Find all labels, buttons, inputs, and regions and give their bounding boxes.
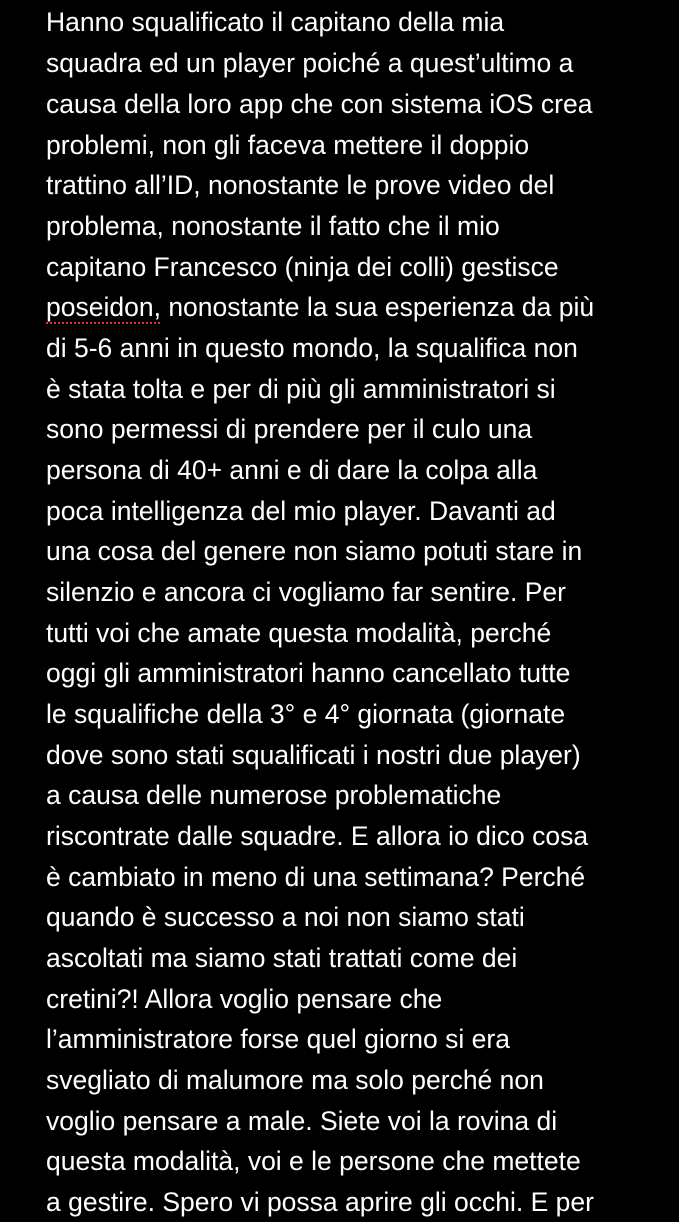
note-line-16: tutti voi che amate questa modalità, perché	[46, 618, 552, 648]
note-line-9: di 5-6 anni in questo mondo, la squalifica non	[46, 333, 578, 363]
note-line-28: voglio pensare a male. Siete voi la rovina di	[46, 1106, 558, 1136]
note-line-29: questa modalità, voi e le persone che mettete	[46, 1146, 581, 1176]
note-line-8-rest: nonostante la sua esperienza da più	[168, 292, 595, 322]
note-line-22: è cambiato in meno di una settimana? Perché	[46, 862, 586, 892]
note-line-13: poca intelligenza del mio player. Davanti ad	[46, 496, 556, 526]
note-line-1: Hanno squalificato il capitano della mia	[46, 7, 505, 37]
note-line-11: sono permessi di prendere per il culo una	[46, 414, 533, 444]
note-line-6: problema, nonostante il fatto che il mio	[46, 211, 500, 241]
note-line-23: quando è successo a noi non siamo stati	[46, 902, 525, 932]
note-line-5: trattino all’ID, nonostante le prove video del	[46, 170, 555, 200]
note-line-21: riscontrate dalle squadre. E allora io dico cosa	[46, 821, 589, 851]
note-line-17: oggi gli amministratori hanno cancellato tutte	[46, 658, 571, 688]
note-line-20: a causa delle numerose problematiche	[46, 780, 502, 810]
note-line-15: silenzio e ancora ci vogliamo far sentire. Per	[46, 577, 566, 607]
note-line-10: è stata tolta e per di più gli amministratori si	[46, 374, 556, 404]
note-line-8	[46, 287, 594, 327]
note-line-3: causa della loro app che con sistema iOS crea	[46, 89, 593, 119]
note-line-14: una cosa del genere non siamo potuti stare in	[46, 536, 583, 566]
note-line-19: dove sono stati squalificati i nostri due player)	[46, 740, 581, 770]
note-line-4: problemi, non gli faceva mettere il doppio	[46, 130, 530, 160]
note-line-25: cretini?! Allora voglio pensare che	[46, 984, 443, 1014]
note-line-30: a gestire. Spero vi possa aprire gli occhi. E per	[46, 1187, 594, 1217]
note-line-18: le squalifiche della 3° e 4° giornata (giornate	[46, 699, 566, 729]
note-line-27: svegliato di malumore ma solo perché non	[46, 1065, 544, 1095]
note-line-24: ascoltati ma siamo stati trattati come dei	[46, 943, 518, 973]
note-line-26: l’amministratore forse quel giorno si era	[46, 1024, 510, 1054]
note-line-2: squadra ed un player poiché a quest’ultimo a	[46, 48, 574, 78]
note-line-7: capitano Francesco (ninja dei colli) gestisce	[46, 252, 559, 282]
spellcheck-flagged-word[interactable]: poseidon,	[46, 292, 161, 322]
note-line-12: persona di 40+ anni e di dare la colpa alla	[46, 455, 538, 485]
